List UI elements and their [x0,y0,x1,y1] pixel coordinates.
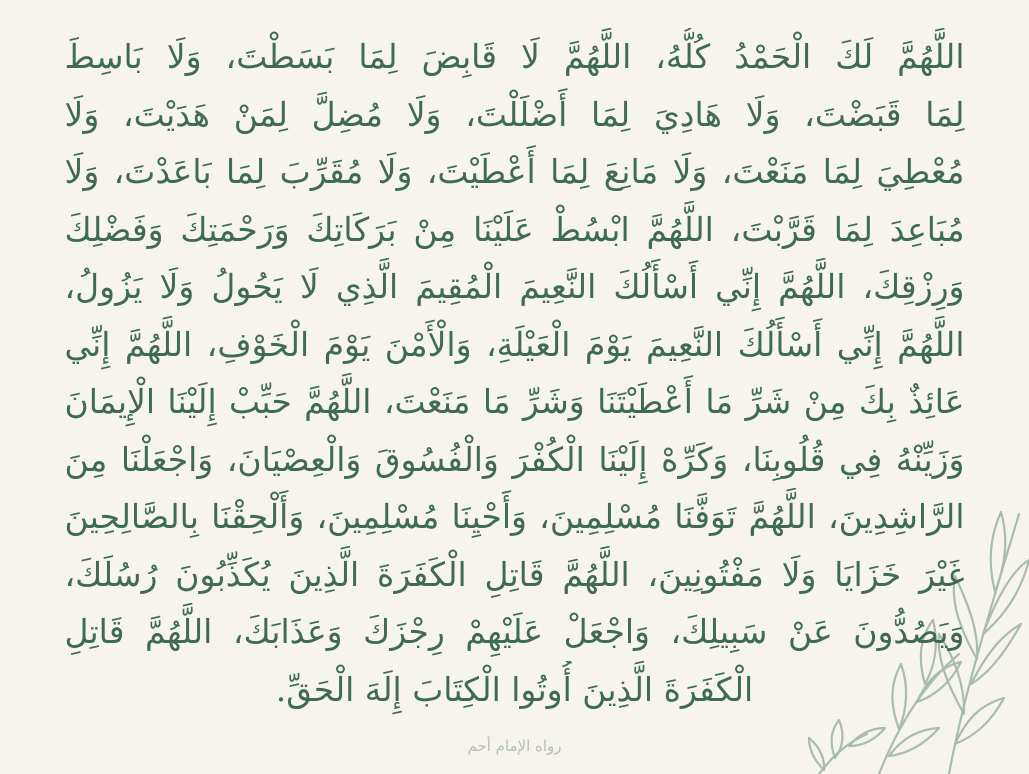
dua-line-5: وَرِزْقِكَ، اللَّهُمَّ إِنِّي أَسْأَلُكَ النَّعِيمَ الْمُقِيمَ الَّذِي لَا يَحُولُ وَلَا يَزُولُ، [64,267,965,306]
dua-line-8: وَزَيِّنْهُ فِي قُلُوبِنَا، وَكَرِّهْ إِلَيْنَا الْكُفْرَ وَالْفُسُوقَ وَالْعِصْيَانَ، وَاجْعَلْنَا مِنَ [64,439,965,479]
dua-line-4: مُبَاعِدَ لِمَا قَرَّبْتَ، اللَّهُمَّ ابْسُطْ عَلَيْنَا مِنْ بَرَكَاتِكَ وَرَحْمَتِكَ وَفَضْلِكَ [64,209,965,249]
dua-line-1: اللَّهُمَّ لَكَ الْحَمْدُ كُلُّهُ، اللَّهُمَّ لَا قَابِضَ لِمَا بَسَطْتَ، وَلَا بَاسِطَ [64,37,965,76]
dua-line-2: لِمَا قَبَضْتَ، وَلَا هَادِيَ لِمَا أَضْلَلْتَ، وَلَا مُضِلَّ لِمَنْ هَدَيْتَ، وَلَا [64,94,965,134]
dua-line-11: وَيَصُدُّونَ عَنْ سَبِيلِكَ، وَاجْعَلْ عَلَيْهِمْ رِجْزَكَ وَعَذَابَكَ، اللَّهُمَّ قَاتِلِ [64,612,965,651]
dua-text-block [0,28,1029,718]
dua-line-9: الرَّاشِدِينَ، اللَّهُمَّ تَوَفَّنَا مُسْلِمِينَ، وَأَحْيِنَا مُسْلِمِينَ، وَأَلْحِقْنَا بِالصَّالِحِينَ [64,497,965,536]
dua-line-7: عَائِذٌ بِكَ مِنْ شَرِّ مَا أَعْطَيْتَنَا وَشَرِّ مَا مَنَعْتَ، اللَّهُمَّ حَبِّبْ إِلَيْنَا الْإِيمَانَ [64,382,965,421]
source-attribution: رواه الإمام أحم [467,737,562,755]
dua-line-12: الْكَفَرَةَ الَّذِينَ أُوتُوا الْكِتَابَ إِلَهَ الْحَقِّ. [275,669,754,709]
dua-line-10: غَيْرَ خَزَايَا وَلَا مَفْتُونِينَ، اللَّهُمَّ قَاتِلِ الْكَفَرَةَ الَّذِينَ يُكَذِّبُونَ رُسُلَكَ، [64,554,965,594]
dua-line-6: اللَّهُمَّ إِنِّي أَسْأَلُكَ النَّعِيمَ يَوْمَ الْعَيْلَةِ، وَالْأَمْنَ يَوْمَ الْخَوْفِ، اللَّهُمَّ إِنِّي [64,324,965,364]
dua-line-3: مُعْطِيَ لِمَا مَنَعْتَ، وَلَا مَانِعَ لِمَا أَعْطَيْتَ، وَلَا مُقَرِّبَ لِمَا بَاعَدْتَ، وَلَا [64,152,965,191]
